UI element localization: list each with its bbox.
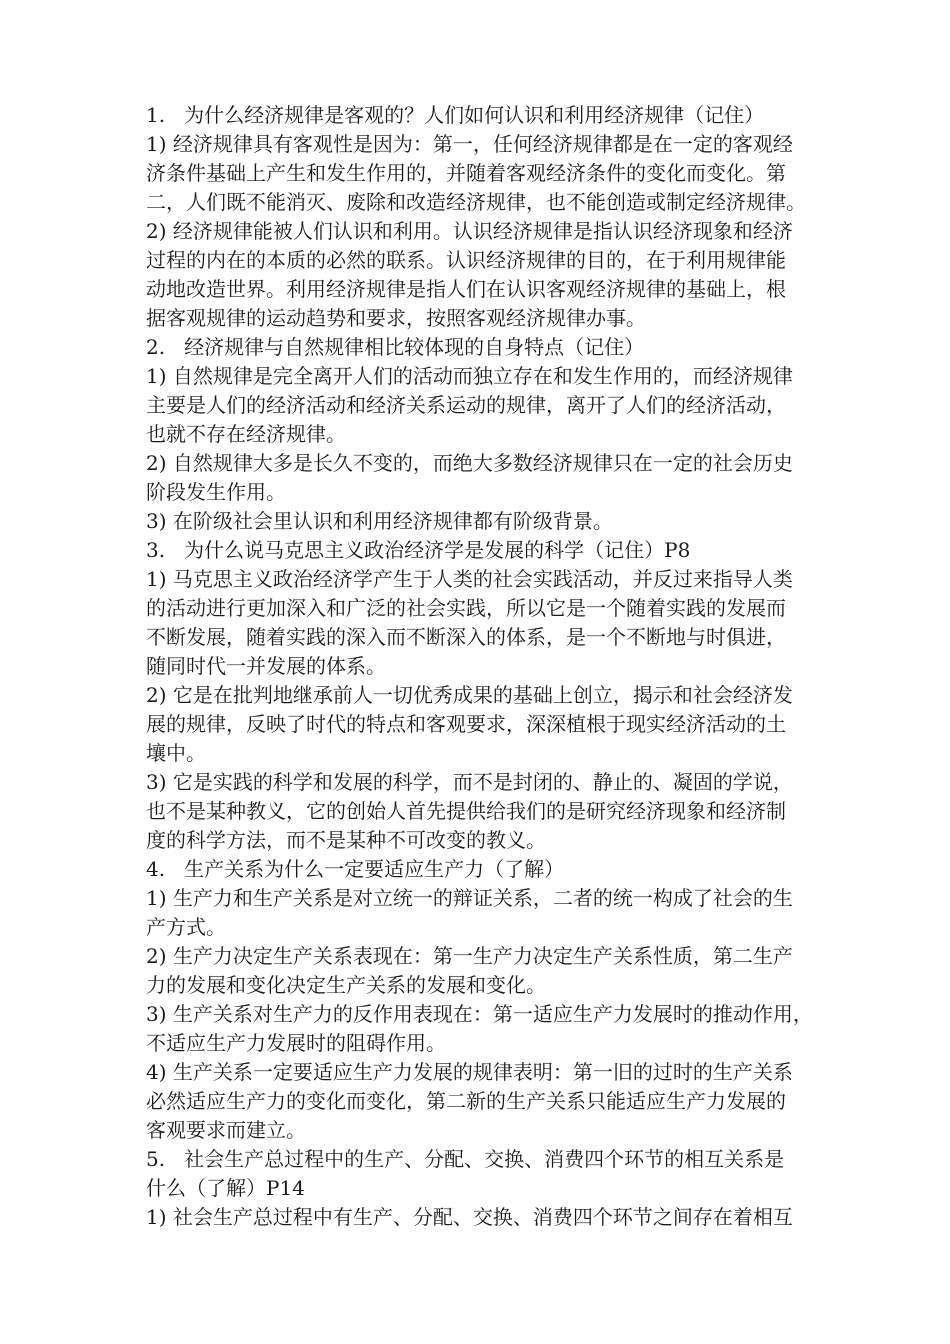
heading-q2: 2. 经济规律与自然规律相比较体现的自身特点（记住） xyxy=(146,335,645,359)
text-line: 阶段发生作用。 xyxy=(146,480,286,504)
text-line: 力的发展和变化决定生产关系的发展和变化。 xyxy=(146,973,546,997)
text-line: 什么（了解）P14 xyxy=(146,1176,305,1200)
text-line: 2) 经济规律能被人们认识和利用。认识经济规律是指认识经济现象和经济 xyxy=(146,219,793,243)
document-page xyxy=(146,101,876,1232)
text-line: 壤中。 xyxy=(146,741,206,765)
text-line: 1) 社会生产总过程中有生产、分配、交换、消费四个环节之间存在着相互 xyxy=(146,1205,793,1229)
text-line: 3) 生产关系对生产力的反作用表现在：第一适应生产力发展时的推动作用， xyxy=(146,1002,813,1026)
text-line: 2) 自然规律大多是长久不变的，而绝大多数经济规律只在一定的社会历史 xyxy=(146,451,793,475)
text-line: 的活动进行更加深入和广泛的社会实践，所以它是一个随着实践的发展而 xyxy=(146,596,786,620)
text-line: 二，人们既不能消灭、废除和改造经济规律，也不能创造或制定经济规律。 xyxy=(146,190,806,214)
text-line: 随同时代一并发展的体系。 xyxy=(146,654,386,678)
heading-q4: 4. 生产关系为什么一定要适应生产力（了解） xyxy=(146,857,565,881)
text-line: 客观要求而建立。 xyxy=(146,1118,306,1142)
text-line: 主要是人们的经济活动和经济关系运动的规律，离开了人们的经济活动， xyxy=(146,393,786,417)
text-line: 2) 它是在批判地继承前人一切优秀成果的基础上创立，揭示和社会经济发 xyxy=(146,683,793,707)
text-line: 据客观规律的运动趋势和要求，按照客观经济规律办事。 xyxy=(146,306,646,330)
text-line: 1) 马克思主义政治经济学产生于人类的社会实践活动，并反过来指导人类 xyxy=(146,567,793,591)
text-line: 也就不存在经济规律。 xyxy=(146,422,346,446)
text-line: 不适应生产力发展时的阻碍作用。 xyxy=(146,1031,446,1055)
text-line: 产方式。 xyxy=(146,915,226,939)
text-line: 也不是某种教义，它的创始人首先提供给我们的是研究经济现象和经济制 xyxy=(146,799,786,823)
heading-q3: 3. 为什么说马克思主义政治经济学是发展的科学（记住）P8 xyxy=(146,538,691,562)
text-line: 4) 生产关系一定要适应生产力发展的规律表明：第一旧的过时的生产关系 xyxy=(146,1060,793,1084)
heading-q1: 1. 为什么经济规律是客观的？人们如何认识和利用经济规律（记住） xyxy=(146,103,765,127)
text-line: 济条件基础上产生和发生作用的，并随着客观经济条件的变化而变化。第 xyxy=(146,161,786,185)
text-line: 1) 自然规律是完全离开人们的活动而独立存在和发生作用的，而经济规律 xyxy=(146,364,793,388)
text-line: 3) 它是实践的科学和发展的科学，而不是封闭的、静止的、凝固的学说， xyxy=(146,770,793,794)
text-line: 展的规律，反映了时代的特点和客观要求，深深植根于现实经济活动的土 xyxy=(146,712,786,736)
text-line: 不断发展，随着实践的深入而不断深入的体系，是一个不断地与时俱进， xyxy=(146,625,786,649)
text-line: 1) 经济规律具有客观性是因为：第一，任何经济规律都是在一定的客观经 xyxy=(146,132,793,156)
text-line: 1) 生产力和生产关系是对立统一的辩证关系，二者的统一构成了社会的生 xyxy=(146,886,793,910)
heading-q5: 5. 社会生产总过程中的生产、分配、交换、消费四个环节的相互关系是 xyxy=(146,1147,785,1171)
text-line: 过程的内在的本质的必然的联系。认识经济规律的目的，在于利用规律能 xyxy=(146,248,786,272)
text-line: 3) 在阶级社会里认识和利用经济规律都有阶级背景。 xyxy=(146,509,613,533)
text-line: 度的科学方法，而不是某种不可改变的教义。 xyxy=(146,828,546,852)
text-line: 2) 生产力决定生产关系表现在：第一生产力决定生产关系性质，第二生产 xyxy=(146,944,793,968)
text-line: 动地改造世界。利用经济规律是指人们在认识客观经济规律的基础上，根 xyxy=(146,277,786,301)
text-line: 必然适应生产力的变化而变化，第二新的生产关系只能适应生产力发展的 xyxy=(146,1089,786,1113)
